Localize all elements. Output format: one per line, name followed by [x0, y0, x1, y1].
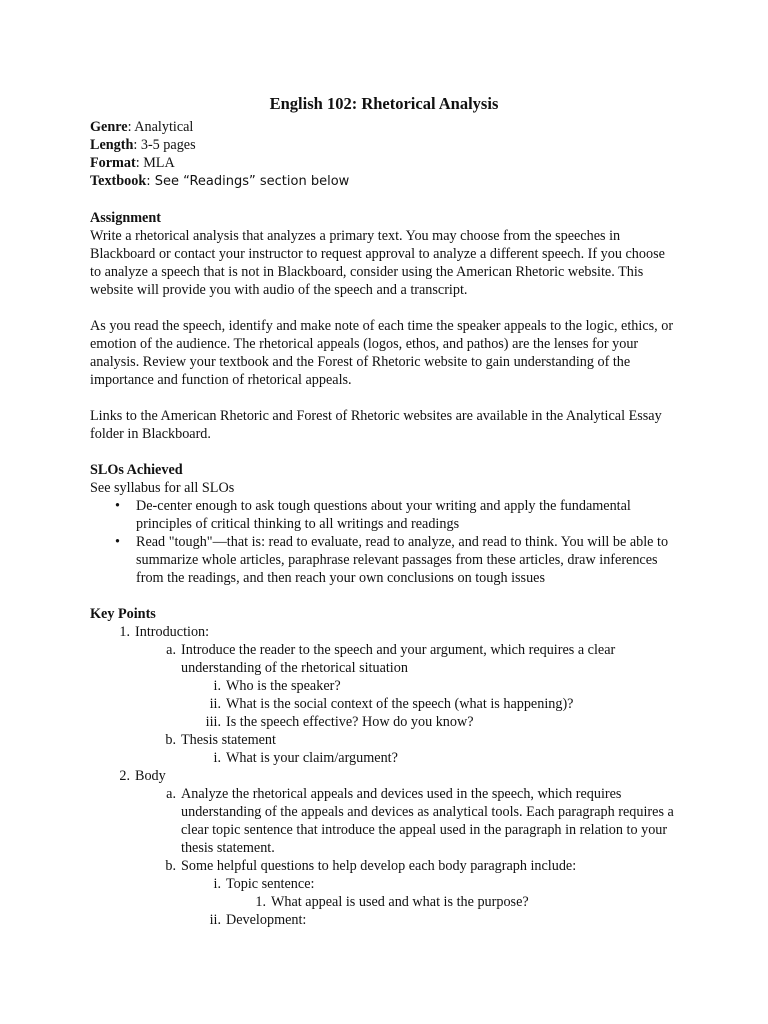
- list-item: [90, 497, 678, 533]
- outline-item: [90, 677, 678, 695]
- bullet-icon: •: [115, 498, 120, 514]
- spacer: [90, 191, 678, 209]
- outline-marker: iii.: [205, 714, 221, 730]
- slos-list: [90, 497, 678, 587]
- spacer: [90, 389, 678, 407]
- outline-item: [90, 875, 678, 893]
- outline-marker: 2.: [119, 768, 130, 784]
- list-item: [90, 533, 678, 587]
- meta-textbook-label: Textbook: [90, 173, 147, 189]
- spacer: [90, 587, 678, 605]
- outline-text: Body: [135, 768, 166, 784]
- outline-text: What is the social context of the speech (what is happening)?: [226, 696, 574, 712]
- meta-length: [90, 136, 678, 154]
- meta-textbook-value: : See “Readings” section below: [146, 174, 350, 189]
- assignment-heading: Assignment: [90, 210, 161, 226]
- slo-text: De-center enough to ask tough questions about your writing and apply the fundamental principles of critical thinking to all writings and readings: [136, 498, 631, 532]
- outline-marker: i.: [213, 750, 221, 766]
- outline-marker: ii.: [209, 912, 221, 928]
- outline-marker: b.: [165, 858, 176, 874]
- key-points-outline: [90, 623, 678, 929]
- outline-text: Topic sentence:: [226, 876, 315, 892]
- outline-marker: a.: [166, 786, 176, 802]
- assignment-paragraph-2: As you read the speech, identify and make note of each time the speaker appeals to the logic, ethics, or emotion of the audience. The rhetorical appeals (logos, ethos, and pathos) are the lenses for your analysis. Review your textbook and the Forest of Rhetoric website to gain understanding of the importance and function of rhetorical appeals.: [90, 318, 674, 388]
- meta-block: [90, 118, 678, 191]
- outline-text: Thesis statement: [181, 732, 276, 748]
- outline-item: [90, 911, 678, 929]
- outline-item: [90, 695, 678, 713]
- document-title: English 102: Rhetorical Analysis: [269, 94, 499, 113]
- outline-text: Development:: [226, 912, 307, 928]
- outline-item: [90, 641, 678, 677]
- slo-text: Read "tough"—that is: read to evaluate, read to analyze, and read to think. You will be able to summarize whole articles, paraphrase relevant passages from these articles, draw inferences from the readings, and then reach your own conclusions on tough issues: [136, 534, 669, 586]
- meta-genre-label: Genre: [90, 119, 128, 135]
- outline-text: What appeal is used and what is the purpose?: [271, 894, 529, 910]
- meta-length-value: : 3-5 pages: [133, 137, 196, 153]
- outline-marker: b.: [165, 732, 176, 748]
- outline-item: [90, 713, 678, 731]
- outline-marker: a.: [166, 642, 176, 658]
- outline-item: [90, 893, 678, 911]
- meta-length-label: Length: [90, 137, 134, 153]
- slos-intro: See syllabus for all SLOs: [90, 480, 235, 496]
- outline-text: Introduce the reader to the speech and your argument, which requires a clear understanding of the rhetorical situation: [181, 642, 616, 676]
- outline-text: What is your claim/argument?: [226, 750, 398, 766]
- outline-marker: i.: [213, 876, 221, 892]
- outline-marker: 1.: [255, 894, 266, 910]
- meta-format-value: : MLA: [135, 155, 175, 171]
- outline-text: Some helpful questions to help develop each body paragraph include:: [181, 858, 577, 874]
- spacer: [90, 443, 678, 461]
- outline-marker: ii.: [209, 696, 221, 712]
- outline-marker: i.: [213, 678, 221, 694]
- meta-genre: [90, 118, 678, 136]
- meta-format-label: Format: [90, 155, 136, 171]
- outline-item: [90, 731, 678, 749]
- outline-text: Who is the speaker?: [226, 678, 341, 694]
- meta-textbook: [90, 172, 678, 191]
- spacer: [90, 299, 678, 317]
- outline-item: [90, 749, 678, 767]
- key-points-heading: Key Points: [90, 606, 156, 622]
- outline-marker: 1.: [119, 624, 130, 640]
- assignment-paragraph-1: Write a rhetorical analysis that analyzes a primary text. You may choose from the speeches in Blackboard or contact your instructor to request approval to analyze a different speech. If you choose to analyze a speech that is not in Blackboard, consider using the American Rhetoric website. This website will provide you with audio of the speech and a transcript.: [90, 228, 665, 298]
- outline-text: Is the speech effective? How do you know?: [226, 714, 474, 730]
- outline-item: [90, 767, 678, 785]
- meta-format: [90, 154, 678, 172]
- assignment-paragraph-3: Links to the American Rhetoric and Forest of Rhetoric websites are available in the Analytical Essay folder in Blackboard.: [90, 408, 662, 442]
- slos-heading: SLOs Achieved: [90, 462, 183, 478]
- bullet-icon: •: [115, 534, 120, 550]
- outline-text: Analyze the rhetorical appeals and devices used in the speech, which requires understanding of the appeals and devices as analytical tools. Each paragraph requires a clear topic sentence that introduce the appeal used in the paragraph in relation to your thesis statement.: [181, 786, 674, 856]
- outline-item: [90, 857, 678, 875]
- outline-item: [90, 623, 678, 641]
- outline-item: [90, 785, 678, 857]
- meta-genre-value: : Analytical: [127, 119, 194, 135]
- outline-text: Introduction:: [135, 624, 210, 640]
